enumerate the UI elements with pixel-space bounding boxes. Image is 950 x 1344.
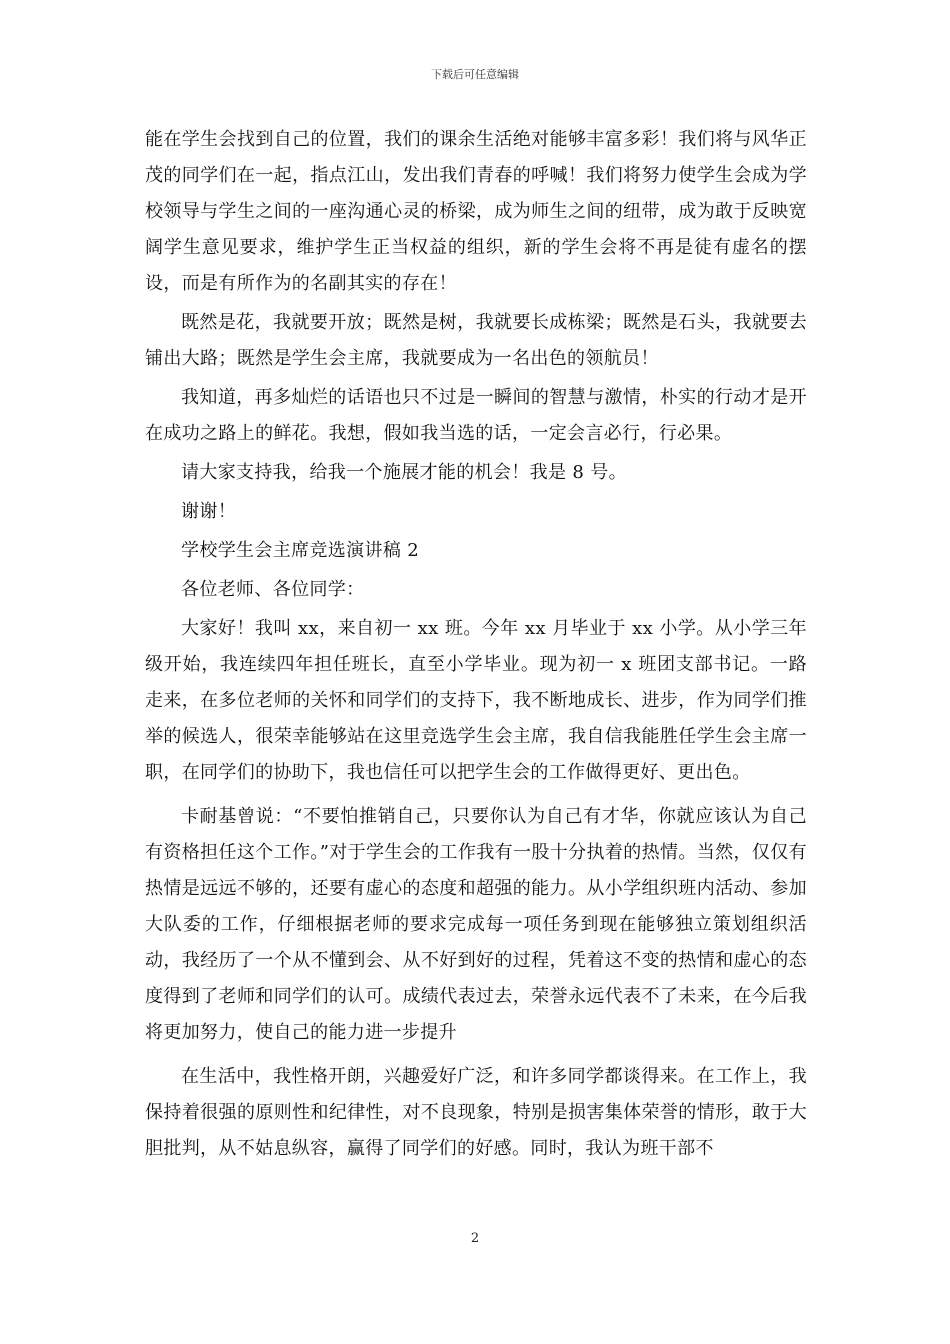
paragraph-8: 在生活中，我性格开朗，兴趣爱好广泛，和许多同学都谈得来。在工作上，我保持着很强的原则性和纪律性，对不良现象，特别是损害集体荣誉的情形，敢于大胆批判，从不姑息纵容，赢得了同学们的好感。同时，我认为班干部不 <box>145 1066 807 1159</box>
paragraph-1: 能在学生会找到自己的位置，我们的课余生活绝对能够丰富多彩！我们将与风华正茂的同学们在一起，指点江山，发出我们青春的呼喊！我们将努力使学生会成为学校领导与学生之间的一座沟通心灵的桥梁，成为师生之间的纽带，成为敢于反映宽阔学生意见要求，维护学生正当权益的组织，新的学生会将不再是徒有虚名的摆设，而是有所作为的名副其实的存在！ <box>145 129 807 294</box>
paragraph-5: 谢谢！ <box>181 501 237 522</box>
paragraph-4: 请大家支持我，给我一个施展才能的机会！我是 8 号。 <box>181 462 627 483</box>
page-number: 2 <box>470 1231 480 1246</box>
page-header-note: 下载后可任意编辑 <box>431 68 519 81</box>
section-title: 学校学生会主席竞选演讲稿 2 <box>181 540 420 561</box>
paragraph-6: 大家好！我叫 xx，来自初一 xx 班。今年 xx 月毕业于 xx 小学。从小学三年级开始，我连续四年担任班长，直至小学毕业。现为初一 x 班团支部书记。一路走来，在多位老师的关怀和同学们的支持下，我不断地成长、进步，作为同学们推举的候选人，很荣幸能够站在这里竞选学生会主席，我自信我能胜任学生会主席一职，在同学们的协助下，我也信任可以把学生会的工作做得更好、更出色。 <box>145 618 807 783</box>
paragraph-3: 我知道，再多灿烂的话语也只不过是一瞬间的智慧与激情，朴实的行动才是开在成功之路上的鲜花。我想，假如我当选的话，一定会言必行，行必果。 <box>145 387 807 444</box>
paragraph-7: 卡耐基曾说：“不要怕推销自己，只要你认为自己有才华，你就应该认为自己有资格担任这个工作。”对于学生会的工作我有一股十分执着的热情。当然，仅仅有热情是远远不够的，还要有虚心的态度和超强的能力。从小学组织班内活动、参加大队委的工作，仔细根据老师的要求完成每一项任务到现在能够独立策划组织活动，我经历了一个从不懂到会、从不好到好的过程，凭着这不变的热情和虚心的态度得到了老师和同学们的认可。成绩代表过去，荣誉永远代表不了未来，在今后我将更加努力，使自己的能力进一步提升 <box>145 806 807 1043</box>
paragraph-2: 既然是花，我就要开放；既然是树，我就要长成栋梁；既然是石头，我就要去铺出大路；既然是学生会主席，我就要成为一名出色的领航员！ <box>145 312 807 369</box>
document-body <box>145 122 807 1167</box>
salutation: 各位老师、各位同学： <box>181 579 365 600</box>
